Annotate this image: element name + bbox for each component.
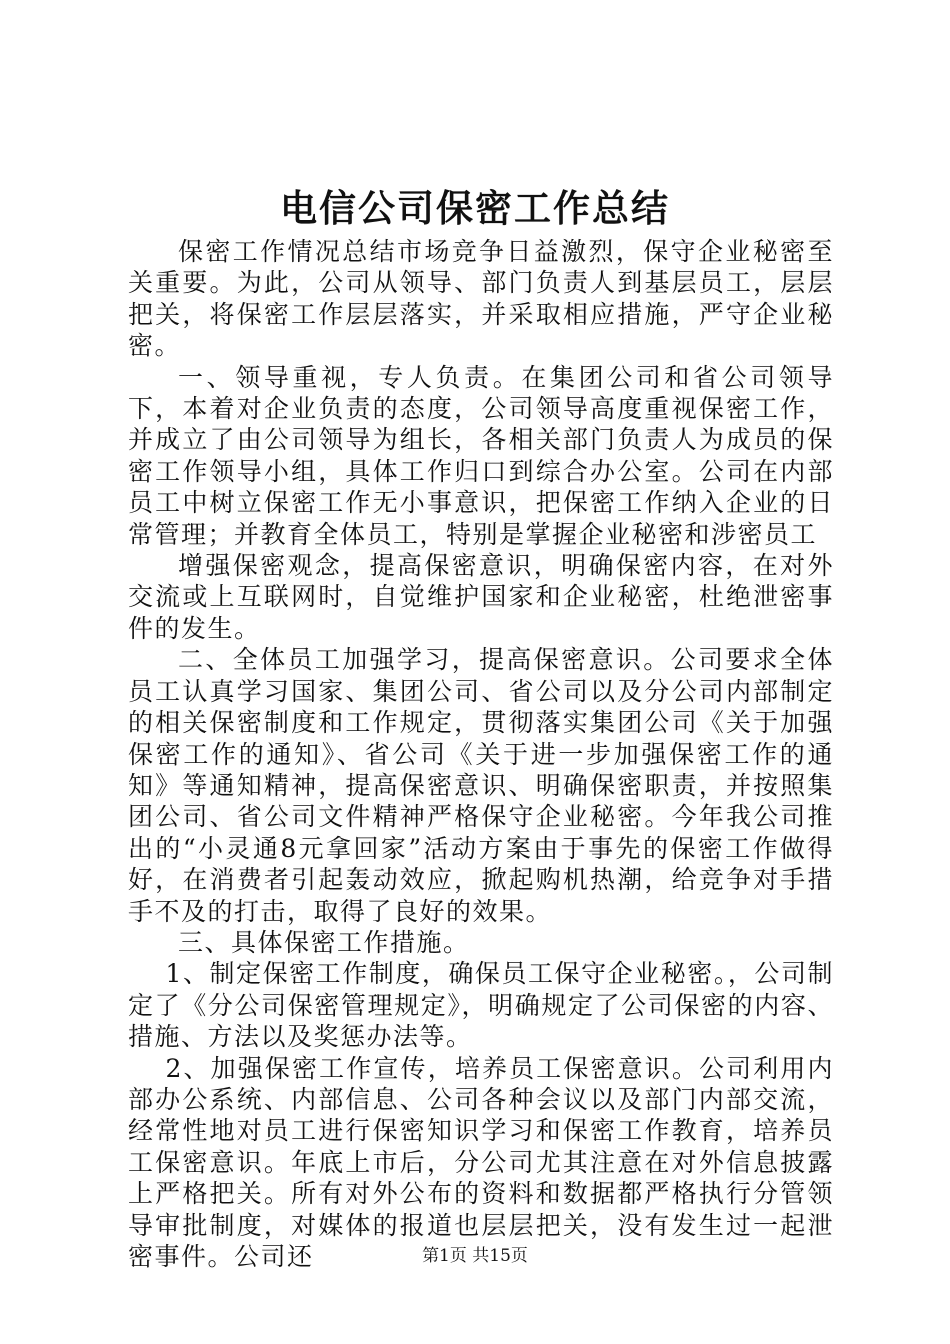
paragraph-measure-2: 2、加强保密工作宣传，培养员工保密意识。公司利用内部办公系统、内部信息、公司各种会议以及部门内部交流，经常性地对员工进行保密知识学习和保密工作教育，培养员工保密意识。年底上市后，分公司尤其注意在对外信息披露上严格把关。所有对外公布的资料和数据都严格执行分管领导审批制度，对媒体的报道也层层把关，没有发生过一起泄密事件。公司还 — [128, 1053, 834, 1271]
document-title: 电信公司保密工作总结 — [280, 186, 670, 230]
paragraph-section-3-heading: 三、具体保密工作措施。 — [178, 927, 470, 957]
page-number-footer: 第1页 共15页 — [422, 1246, 528, 1266]
paragraph-section-1-continued: 增强保密观念，提高保密意识，明确保密内容，在对外交流或上互联网时，自觉维护国家和企业秘密，杜绝泄密事件的发生。 — [128, 551, 834, 643]
document-body — [128, 236, 834, 1272]
paragraph-section-2: 二、全体员工加强学习，提高保密意识。公司要求全体员工认真学习国家、集团公司、省公司以及分公司内部制定的相关保密制度和工作规定，贯彻落实集团公司《关于加强保密工作的通知》、省公司《关于进一步加强保密工作的通知》等通知精神，提高保密意识、明确保密职责，并按照集团公司、省公司文件精神严格保守企业秘密。今年我公司推出的“小灵通8元拿回家”活动方案由于事先的保密工作做得好，在消费者引起轰动效应，掀起购机热潮，给竞争对手措手不及的打击，取得了良好的效果。 — [128, 645, 834, 926]
paragraph-intro: 保密工作情况总结市场竞争日益激烈，保守企业秘密至关重要。为此，公司从领导、部门负责人到基层员工，层层把关，将保密工作层层落实，并采取相应措施，严守企业秘密。 — [128, 237, 834, 361]
paragraph-section-1: 一、领导重视，专人负责。在集团公司和省公司领导下，本着对企业负责的态度，公司领导高度重视保密工作，并成立了由公司领导为组长，各相关部门负责人为成员的保密工作领导小组，具体工作归口到综合办公室。公司在内部员工中树立保密工作无小事意识，把保密工作纳入企业的日常管理；并教育全体员工，特别是掌握企业秘密和涉密员工 — [128, 362, 834, 549]
paragraph-measure-1: 1、制定保密工作制度，确保员工保守企业秘密。，公司制定了《分公司保密管理规定》，明确规定了公司保密的内容、措施、方法以及奖惩办法等。 — [128, 959, 834, 1052]
